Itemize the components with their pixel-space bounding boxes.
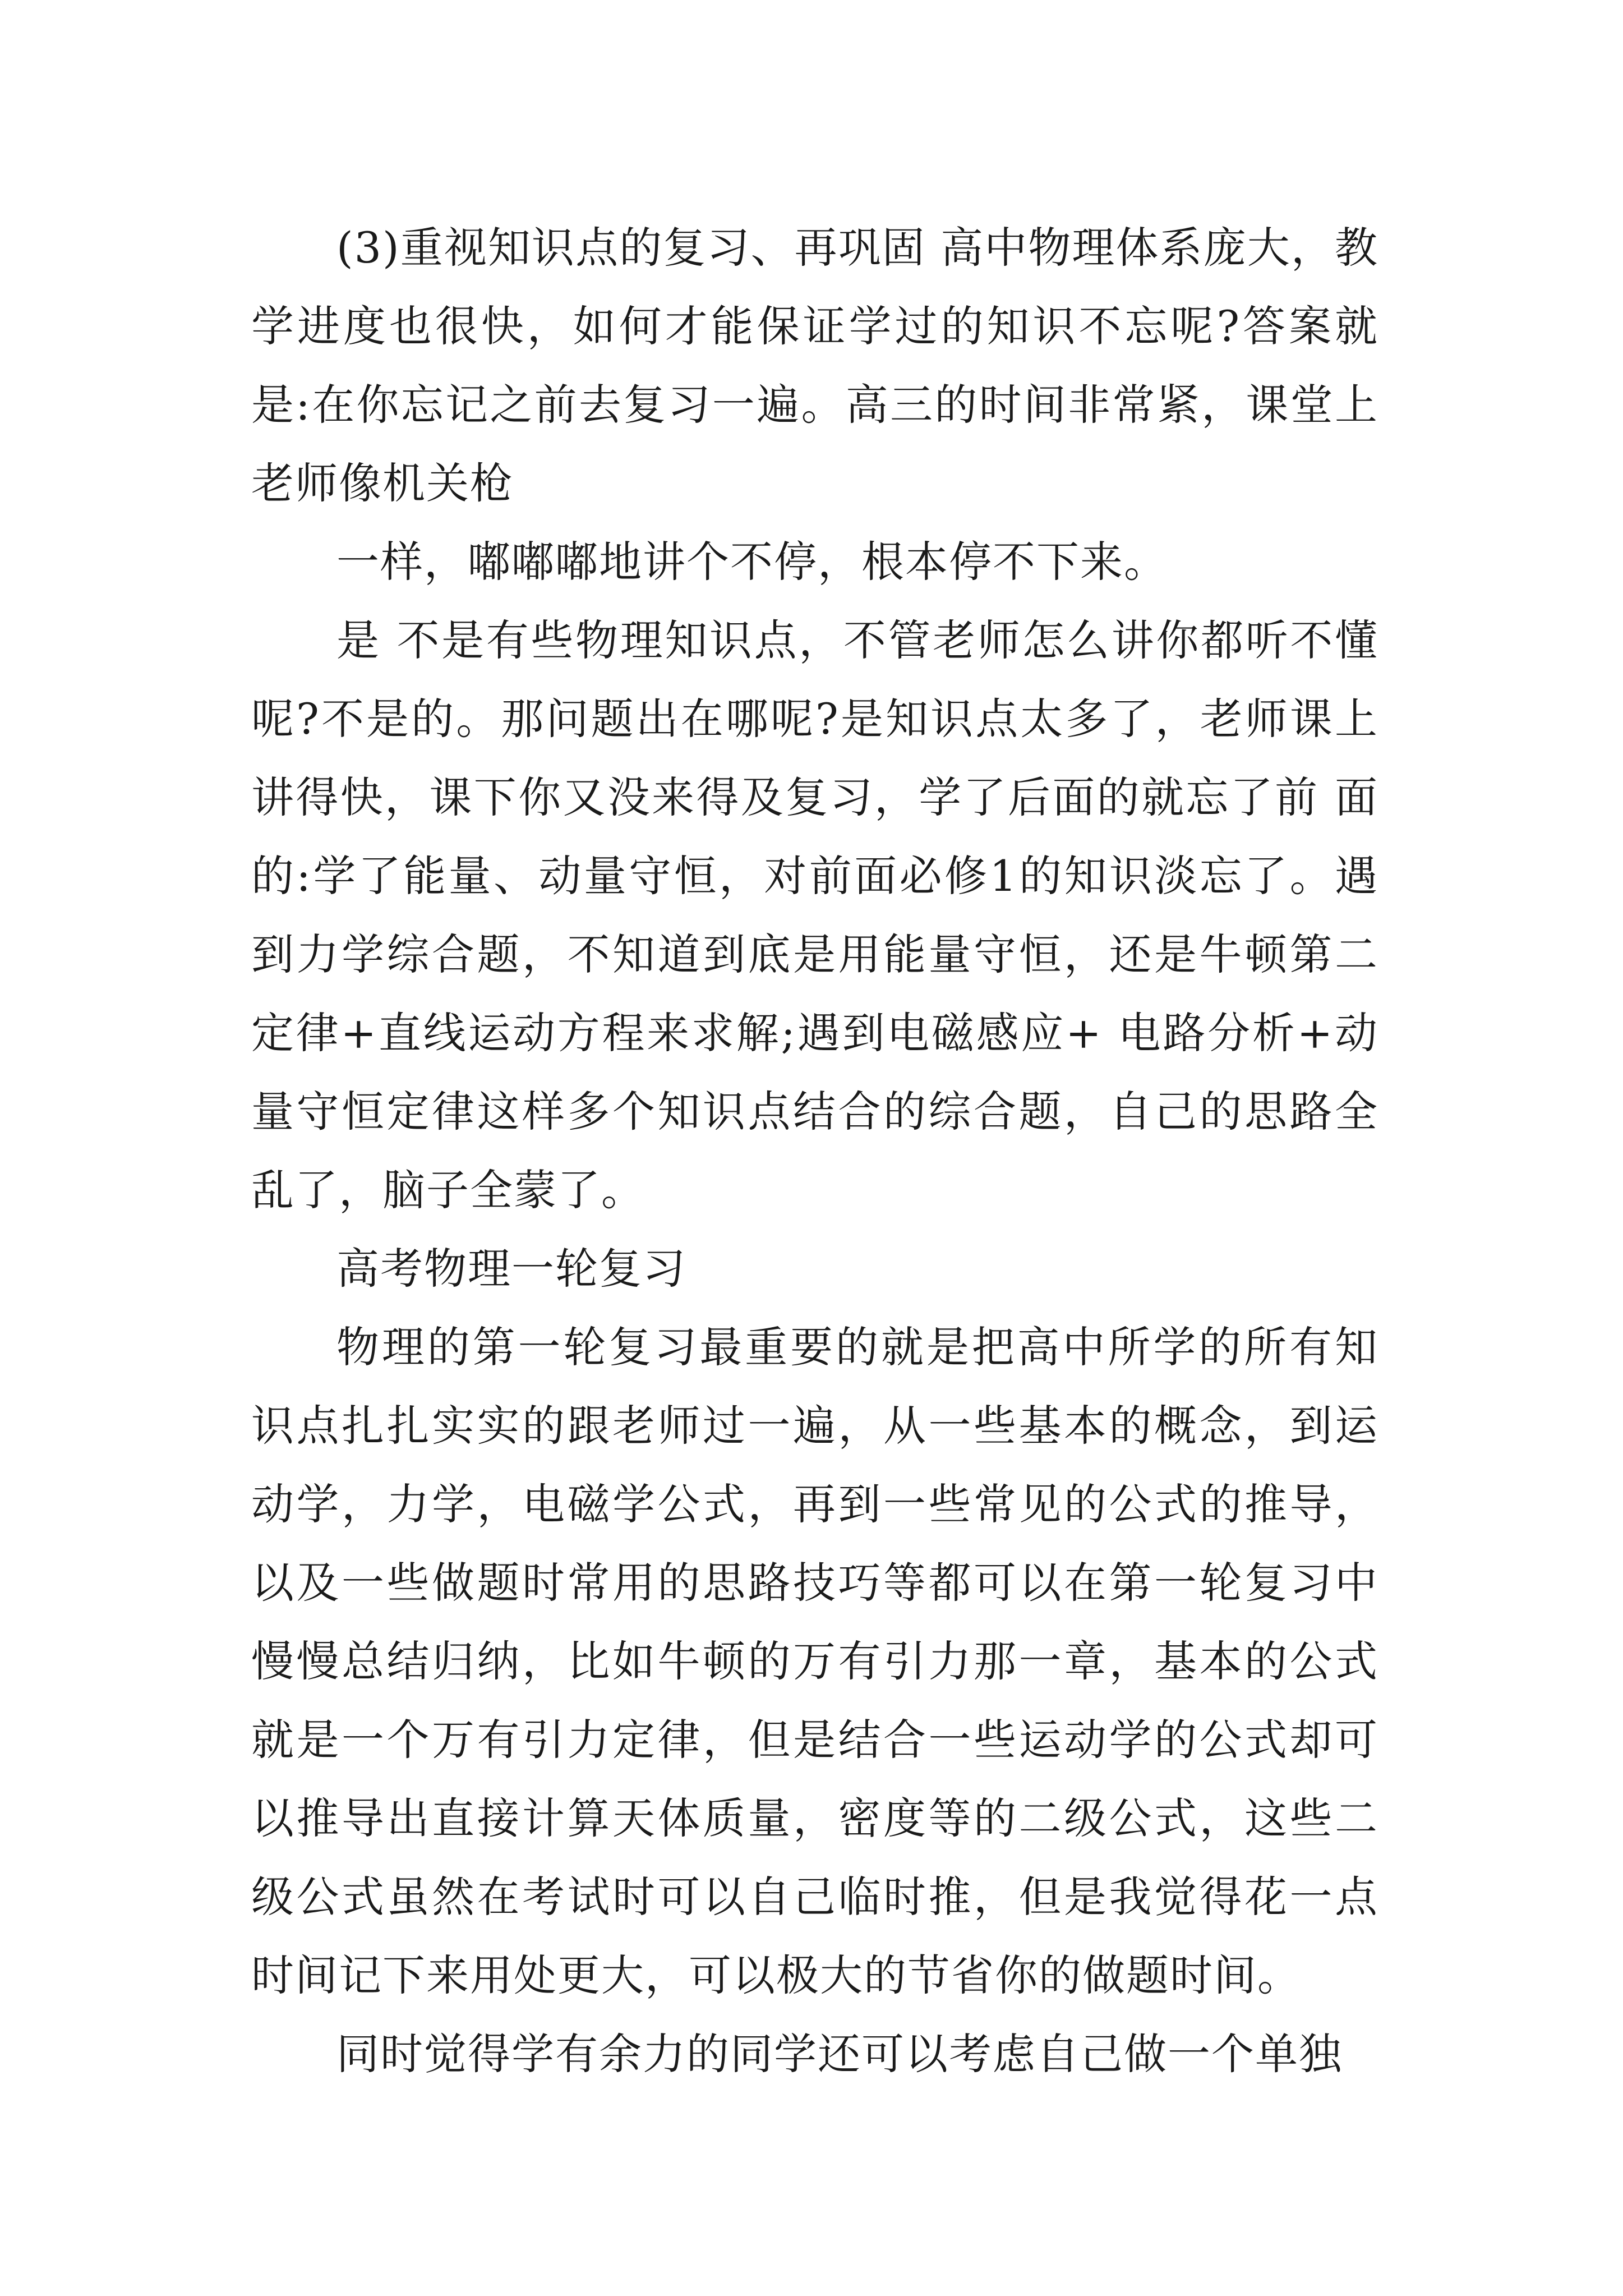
section-heading-first-round-review: 高考物理一轮复习: [336, 1244, 686, 1294]
paragraph-forgetting-problem: 是 不是有些物理知识点，不管老师怎么讲你都听不懂呢?不是的。那问题出在哪呢?是知识点太多了，老师课上讲得快，课下你又没来得及复习，学了后面的就忘了前 面的:学了能量、动量守恒，对前面必修1的知识淡忘了。遇到力学综合题，不知道到底是用能量守恒，还是牛顿第二定律+直线运动方程来求解;遇到电磁感应+ 电路分析+动量守恒定律这样多个知识点结合的综合题，自己的思路全乱了，脑子全蒙了。: [251, 615, 1378, 1215]
paragraph-knowledge-review: (3)重视知识点的复习、再巩固 高中物理体系庞大，教学进度也很快，如何才能保证学过的知识不忘呢?答案就是:在你忘记之前去复习一遍。高三的时间非常紧，课堂上老师像机关枪: [251, 223, 1378, 508]
paragraph-extra-advice: 同时觉得学有余力的同学还可以考虑自己做一个单独: [336, 2029, 1343, 2079]
document-body: [251, 209, 1378, 2093]
paragraph-teacher-pace: 一样，嘟嘟嘟地讲个不停，根本停不下来。: [336, 537, 1168, 587]
paragraph-first-round-method: 物理的第一轮复习最重要的就是把高中所学的所有知识点扎扎实实的跟老师过一遍，从一些基本的概念，到运动学，力学，电磁学公式，再到一些常见的公式的推导，以及一些做题时常用的思路技巧等都可以在第一轮复习中慢慢总结归纳，比如牛顿的万有引力那一章，基本的公式就是一个万有引力定律，但是结合一些运动学的公式却可以推导出直接计算天体质量，密度等的二级公式，这些二级公式虽然在考试时可以自己临时推，但是我觉得花一点时间记下来用处更大，可以极大的节省你的做题时间。: [251, 1322, 1378, 2000]
